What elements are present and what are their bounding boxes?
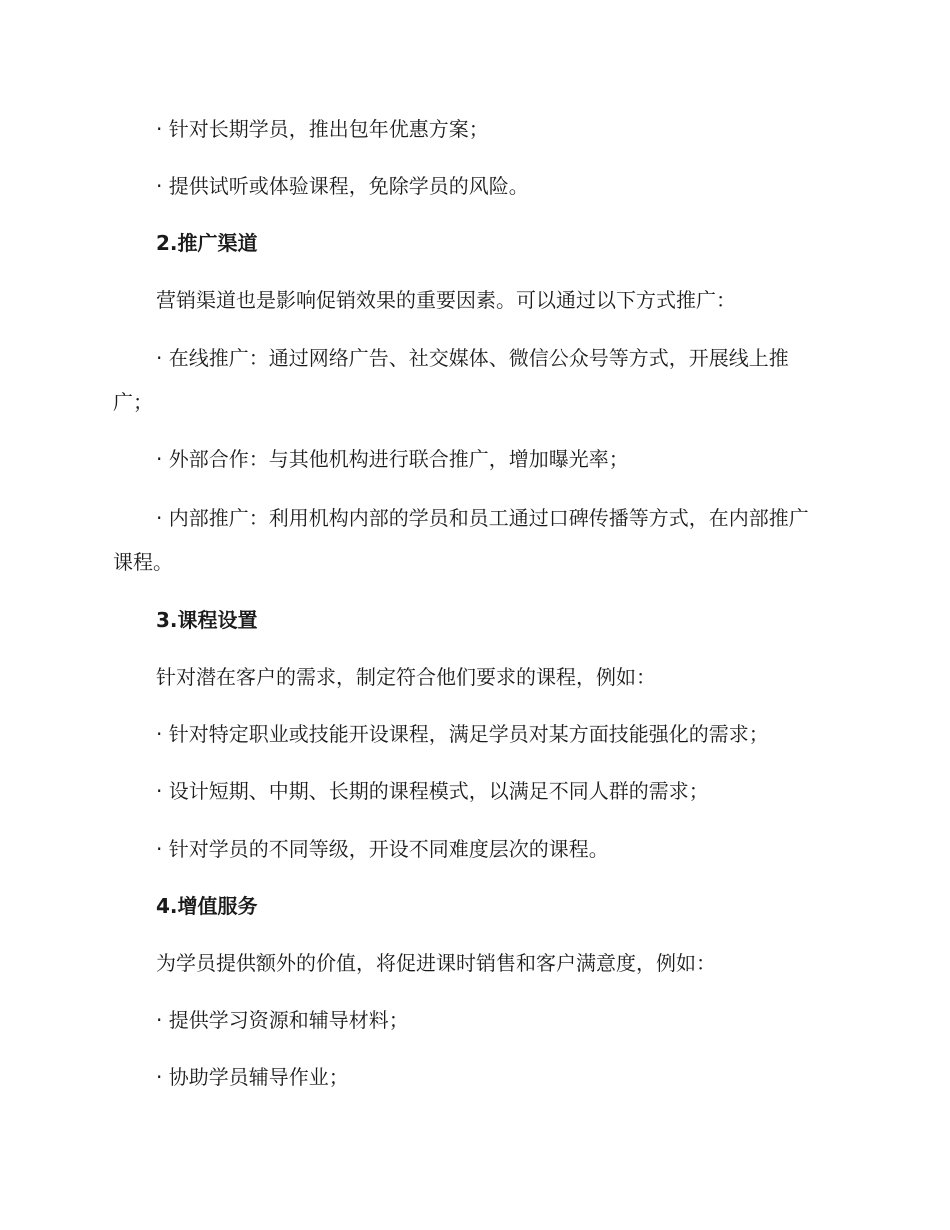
section-heading-value-added-services: 4.增值服务 — [156, 894, 258, 918]
bullet-difficulty-levels: · 针对学员的不同等级，开设不同难度层次的课程。 — [156, 837, 609, 861]
section-heading-promotion-channels: 2.推广渠道 — [156, 231, 258, 255]
bullet-internal-promotion: · 内部推广：利用机构内部的学员和员工通过口碑传播等方式，在内部推广课程。 — [113, 506, 809, 574]
bullet-course-modes: · 设计短期、中期、长期的课程模式，以满足不同人群的需求； — [156, 779, 709, 803]
bullet-specific-skills: · 针对特定职业或技能开设课程，满足学员对某方面技能强化的需求； — [156, 722, 769, 746]
bullet-trial-course: · 提供试听或体验课程，免除学员的风险。 — [156, 174, 529, 198]
section-heading-course-setup: 3.课程设置 — [156, 608, 258, 632]
bullet-homework-help: · 协助学员辅导作业； — [156, 1065, 349, 1089]
bullet-annual-discount: · 针对长期学员，推出包年优惠方案； — [156, 117, 489, 141]
paragraph-course-intro: 针对潜在客户的需求，制定符合他们要求的课程，例如： — [156, 665, 656, 689]
bullet-learning-resources: · 提供学习资源和辅导材料； — [156, 1008, 409, 1032]
paragraph-services-intro: 为学员提供额外的价值，将促进课时销售和客户满意度，例如： — [156, 951, 716, 975]
bullet-online-promotion: · 在线推广：通过网络广告、社交媒体、微信公众号等方式，开展线上推广； — [113, 346, 789, 414]
bullet-external-cooperation: · 外部合作：与其他机构进行联合推广，增加曝光率； — [156, 447, 629, 471]
paragraph-channels-intro: 营销渠道也是影响促销效果的重要因素。可以通过以下方式推广： — [156, 288, 736, 312]
